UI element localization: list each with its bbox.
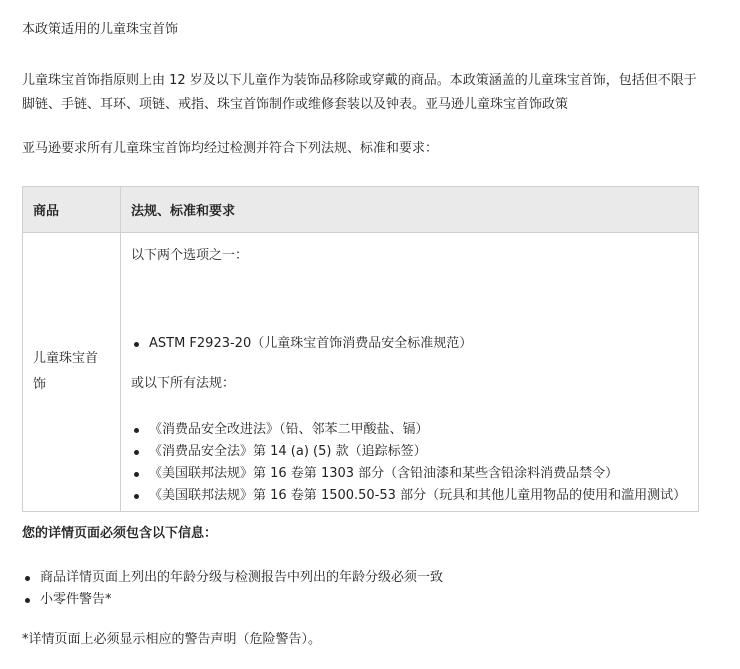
table-row bbox=[23, 233, 699, 512]
detail-list bbox=[22, 567, 702, 611]
requirements-table bbox=[22, 186, 699, 512]
list-item: 《美国联邦法规》第 16 卷第 1500.50-53 部分（玩具和其他儿童用物品的使用和滥用测试） bbox=[131, 485, 687, 507]
column-header-product: 商品 bbox=[23, 187, 121, 233]
list-item: 小零件警告* bbox=[22, 589, 702, 611]
astm-list bbox=[131, 333, 691, 355]
list-item: ASTM F2923-20（儿童珠宝首饰消费品安全标准规范） bbox=[131, 333, 691, 355]
intro-paragraph: 儿童珠宝首饰指原则上由 12 岁及以下儿童作为装饰品移除或穿戴的商品。本政策涵盖的儿童珠宝首饰，包括但不限于脚链、手链、耳环、项链、戒指、珠宝首饰制作或维修套装以及钟表。亚马逊儿童珠宝首饰政策 bbox=[22, 73, 697, 112]
rules-cell bbox=[121, 233, 699, 512]
column-header-rules: 法规、标准和要求 bbox=[121, 187, 699, 233]
table-header-row bbox=[23, 187, 699, 233]
list-item: 商品详情页面上列出的年龄分级与检测报告中列出的年龄分级必须一致 bbox=[22, 567, 702, 589]
footnote: *详情页面上必须显示相应的警告声明（危险警告）。 bbox=[22, 632, 322, 647]
list-item: 《美国联邦法规》第 16 卷第 1303 部分（含铅油漆和某些含铅涂料消费品禁令） bbox=[131, 463, 687, 485]
law-list bbox=[131, 419, 687, 507]
list-item: 《消费品安全改进法》（铅、邻苯二甲酸盐、镉） bbox=[131, 419, 687, 441]
option-text: 以下两个选项之一： bbox=[131, 248, 249, 263]
product-cell: 儿童珠宝首饰 bbox=[23, 233, 121, 512]
requirement-paragraph: 亚马逊要求所有儿童珠宝首饰均经过检测并符合下列法规、标准和要求： bbox=[22, 141, 439, 156]
list-item: 《消费品安全法》第 14 (a) (5) 款（追踪标签） bbox=[131, 441, 687, 463]
section-heading: 本政策适用的儿童珠宝首饰 bbox=[22, 22, 179, 37]
or-text: 或以下所有法规： bbox=[131, 376, 236, 391]
detail-heading: 您的详情页面必须包含以下信息： bbox=[22, 526, 218, 541]
